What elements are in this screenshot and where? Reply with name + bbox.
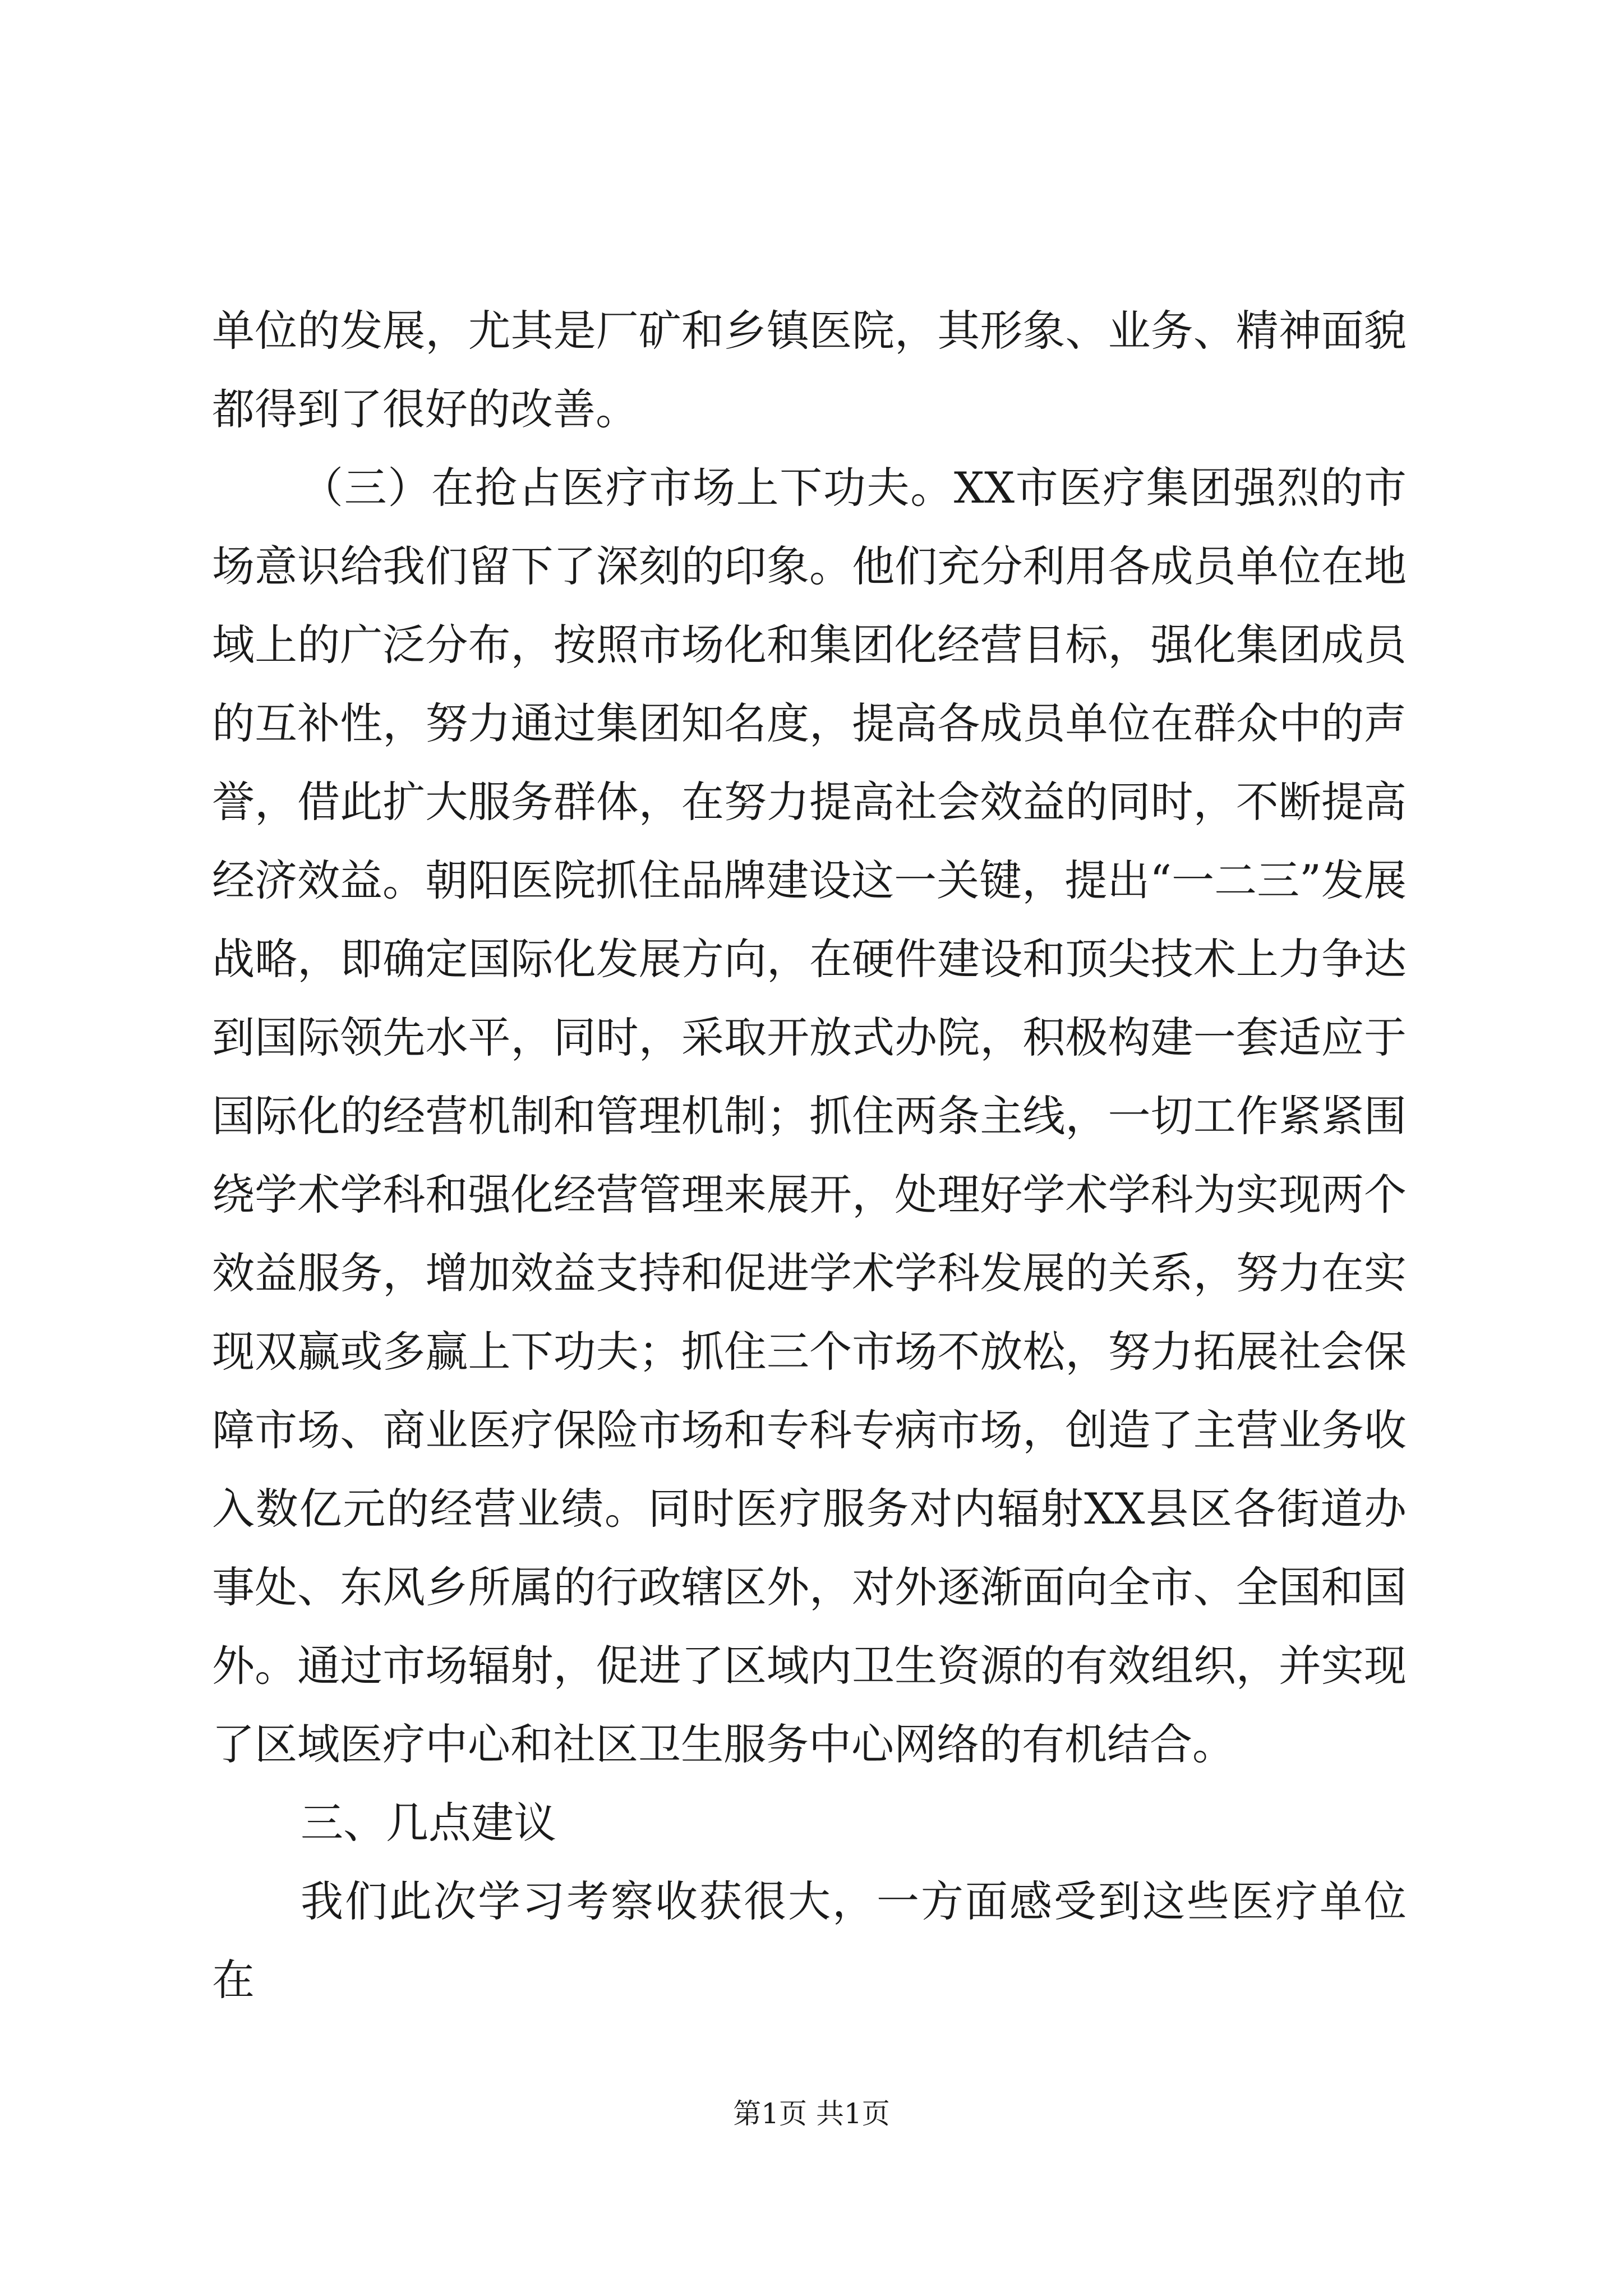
paragraph-continuation: 单位的发展，尤其是厂矿和乡镇医院，其形象、业务、精神面貌都得到了很好的改善。 bbox=[212, 306, 1407, 434]
document-body bbox=[212, 292, 1407, 2019]
paragraph-section-3: （三）在抢占医疗市场上下功夫。XX市医疗集团强烈的市场意识给我们留下了深刻的印象。他们充分利用各成员单位在地域上的广泛分布，按照市场化和集团化经营目标，强化集团成员的互补性，努力通过集团知名度，提高各成员单位在群众中的声誉，借此扩大服务群体，在努力提高社会效益的同时，不断提高经济效益。朝阳医院抓住品牌建设这一关键，提出“一二三”发展战略，即确定国际化发展方向，在硬件建设和顶尖技术上力争达到国际领先水平，同时，采取开放式办院，积极构建一套适应于国际化的经营机制和管理机制；抓住两条主线，一切工作紧紧围绕学术学科和强化经营管理来展开，处理好学术学科为实现两个效益服务，增加效益支持和促进学术学科发展的关系，努力在实现双赢或多赢上下功夫；抓住三个市场不放松，努力拓展社会保障市场、商业医疗保险市场和专科专病市场，创造了主营业务收入数亿元的经营业绩。同时医疗服务对内辐射XX县区各街道办事处、东风乡所属的行政辖区外，对外逐渐面向全市、全国和国外。通过市场辐射，促进了区域内卫生资源的有效组织，并实现了区域医疗中心和社区卫生服务中心网络的有机结合。 bbox=[212, 463, 1407, 1769]
page-footer: 第1页 共1页 bbox=[733, 2097, 890, 2130]
paragraph-suggestions-intro: 我们此次学习考察收获很大，一方面感受到这些医疗单位在 bbox=[212, 1876, 1407, 2005]
section-heading-suggestions: 三、几点建议 bbox=[301, 1798, 556, 1848]
